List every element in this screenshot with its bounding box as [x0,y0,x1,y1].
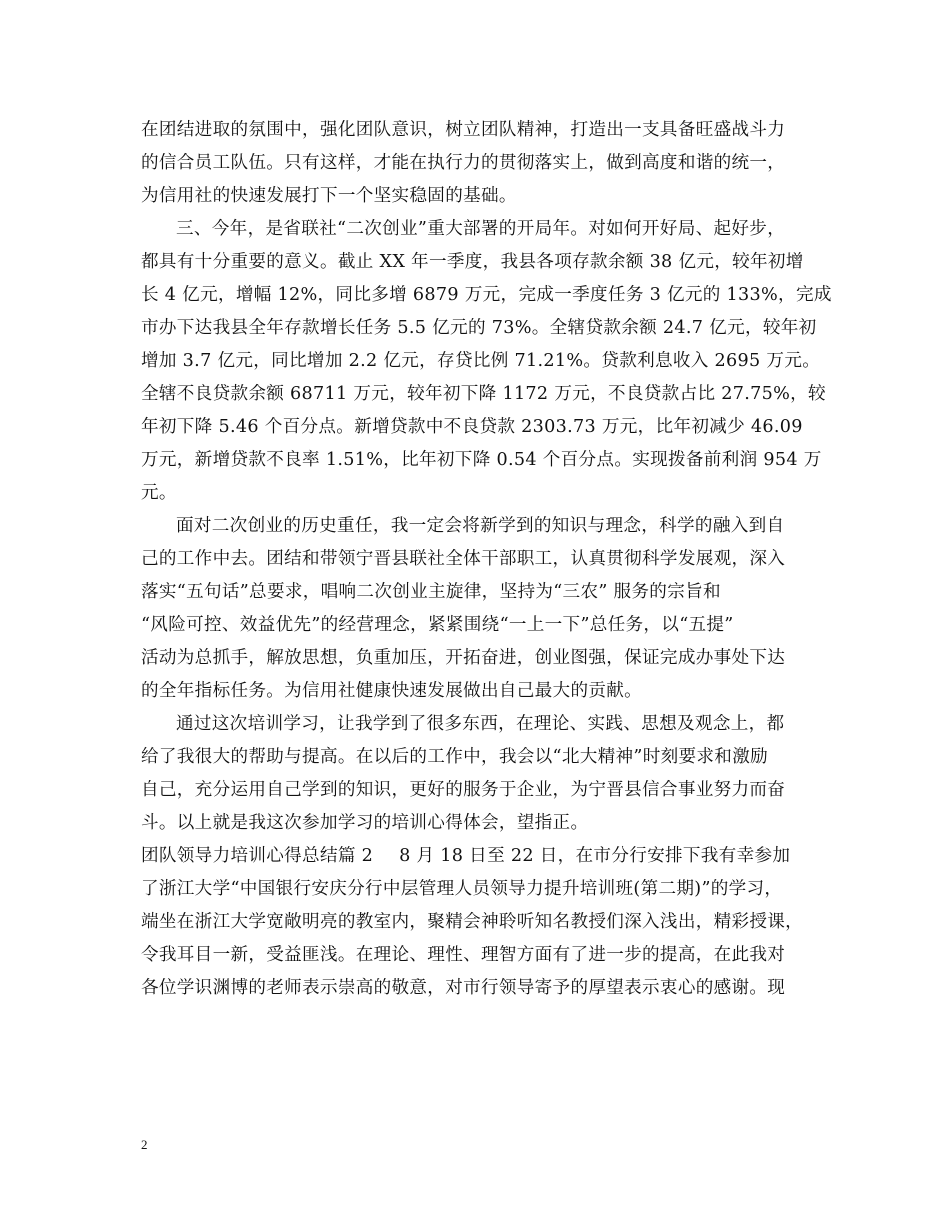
text-line: 增加 3.7 亿元，同比增加 2.2 亿元，存贷比例 71.21%。贷款利息收入 2695 万元。 [141,351,821,371]
page-number: 2 [141,1137,148,1152]
text-line: 的信合员工队伍。只有这样，才能在执行力的贯彻落实上，做到高度和谐的统一， [141,153,786,173]
text-line: 各位学识渊博的老师表示崇高的敬意，对市行领导寄予的厚望表示衷心的感谢。现 [141,978,786,998]
section-title: 团队领导力培训心得总结篇 2 [141,846,374,866]
text-line: 面对二次创业的历史重任，我一定会将新学到的知识与理念，科学的融入到自 [176,516,785,536]
text-line: 落实“五句话”总要求，唱响二次创业主旋律，坚持为“三农” 服务的宗旨和 [141,582,721,602]
text-line: “风险可控、效益优先”的经营理念，紧紧围绕“一上一下”总任务，以“五提” [141,615,734,635]
text-line: 斗。以上就是我这次参加学习的培训心得体会，望指正。 [141,813,589,833]
text-line: 三、今年，是省联社“二次创业”重大部署的开局年。对如何开好局、起好步， [176,219,786,239]
text-line: 万元，新增贷款不良率 1.51%，比年初下降 0.54 个百分点。实现拨备前利润 954 万 [141,450,822,470]
text-line: 活动为总抓手，解放思想，负重加压，开拓奋进，创业图强，保证完成办事处下达 [141,648,786,668]
section-heading-line [141,840,813,873]
text-line: 了浙江大学“中国银行安庆分行中层管理人员领导力提升培训班(第二期)”的学习， [141,879,783,899]
section-continuation: 8 月 18 日至 22 日，在市分行安排下我有幸参加 [399,846,791,866]
text-line: 的全年指标任务。为信用社健康快速发展做出自己最大的贡献。 [141,681,643,701]
text-line: 为信用社的快速发展打下一个坚实稳固的基础。 [141,186,517,206]
text-line: 都具有十分重要的意义。截止 XX 年一季度，我县各项存款余额 38 亿元，较年初增 [141,252,804,272]
text-line: 自己，充分运用自己学到的知识，更好的服务于企业，为宁晋县信合事业努力而奋 [141,780,786,800]
body-text [141,114,832,1005]
text-line: 市办下达我县全年存款增长任务 5.5 亿元的 73%。全辖贷款余额 24.7 亿元，较年初 [141,318,817,338]
text-line: 己的工作中去。团结和带领宁晋县联社全体干部职工，认真贯彻科学发展观，深入 [141,549,786,569]
text-line: 在团结进取的氛围中，强化团队意识，树立团队精神，打造出一支具备旺盛战斗力 [141,120,786,140]
text-line: 给了我很大的帮助与提高。在以后的工作中，我会以“北大精神”时刻要求和激励 [141,747,768,767]
text-line: 元。 [141,483,177,503]
text-line: 全辖不良贷款余额 68711 万元，较年初下降 1172 万元，不良贷款占比 27.75%，较 [141,384,826,404]
text-line: 年初下降 5.46 个百分点。新增贷款中不良贷款 2303.73 万元，比年初减少 46.09 [141,417,803,437]
text-line: 长 4 亿元，增幅 12%，同比多增 6879 万元，完成一季度任务 3 亿元的 133%，完成 [141,285,832,305]
text-line: 端坐在浙江大学宽敞明亮的教室内，聚精会神聆听知名教授们深入浅出，精彩授课， [141,912,804,932]
text-line: 通过这次培训学习，让我学到了很多东西，在理论、实践、思想及观念上，都 [176,714,785,734]
text-line: 令我耳目一新，受益匪浅。在理论、理性、理智方面有了进一步的提高，在此我对 [141,945,786,965]
